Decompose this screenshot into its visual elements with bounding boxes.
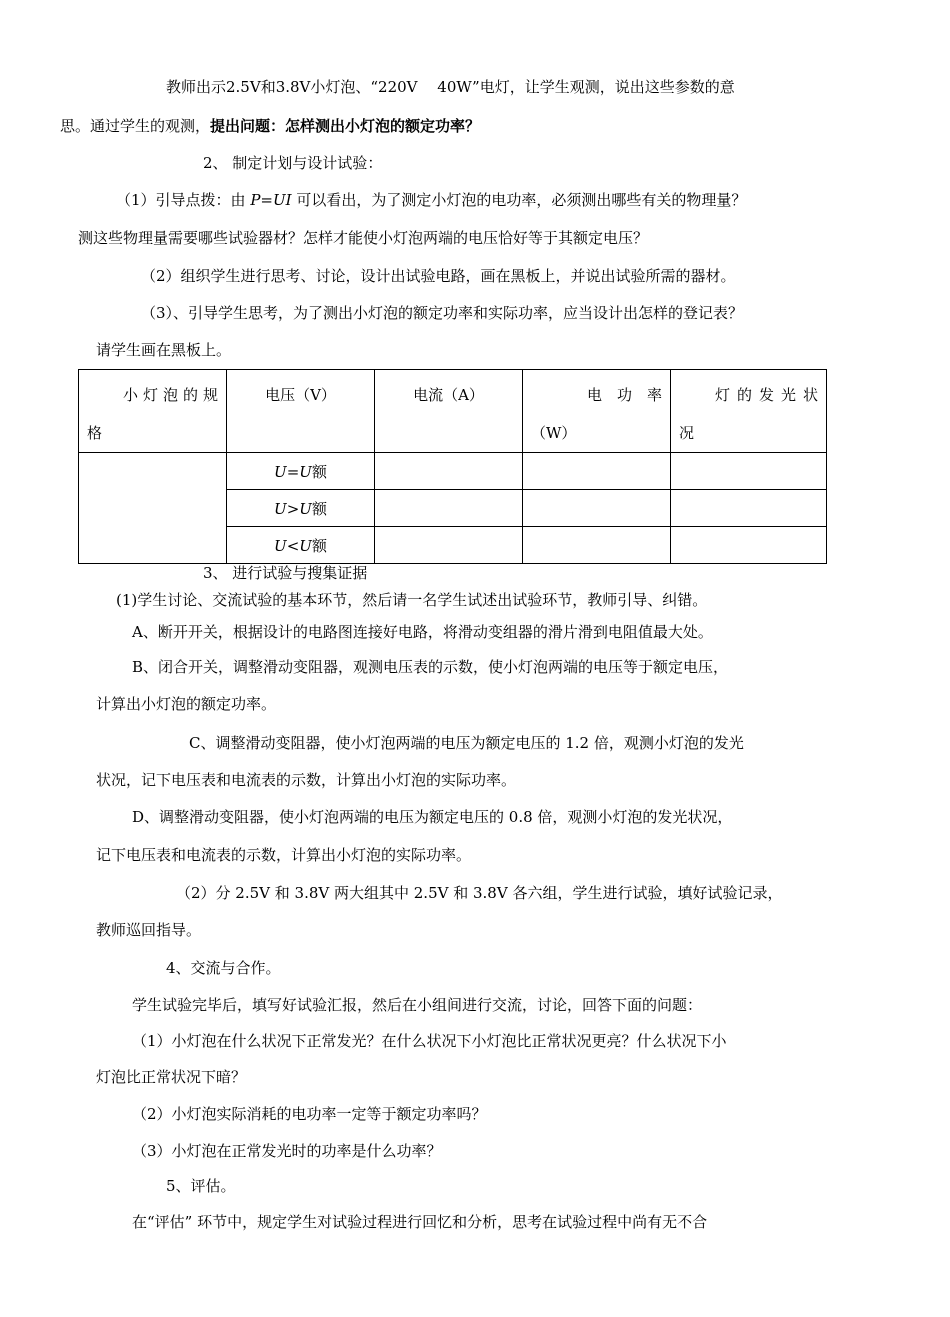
header-power-line-2: （W） — [531, 424, 577, 442]
experiment-step-1: (1)学生讨论、交流试验的基本环节，然后请一名学生试述出试验环节，教师引导、纠错。 — [116, 591, 708, 609]
power-cell — [523, 490, 671, 527]
cond-var: U — [274, 462, 287, 481]
intro-text: 思。通过学生的观测， — [60, 117, 211, 135]
header-spec — [79, 370, 227, 453]
step-b-line-1: B、闭合开关，调整滑动变阻器，观测电压表的示数，使小灯泡两端的电压等于额定电压， — [132, 658, 729, 676]
step-c-line-1: C、调整滑动变阻器，使小灯泡两端的电压为额定电压的 1.2 倍，观测小灯泡的发光 — [189, 734, 744, 752]
guide-3-line-2: 请学生画在黑板上。 — [96, 341, 232, 359]
header-voltage-label: 电压（V） — [265, 386, 336, 404]
section-2-heading: 2、 制定计划与设计试验： — [203, 154, 383, 172]
table-header-row — [79, 370, 827, 453]
section-3-heading: 3、 进行试验与搜集证据 — [203, 564, 368, 582]
voltage-condition — [227, 453, 375, 490]
header-glow — [671, 370, 827, 453]
cond-rated: U — [299, 499, 312, 518]
section-5-heading: 5、评估。 — [166, 1177, 236, 1195]
power-cell — [523, 453, 671, 490]
guide-3-line-1: （3）、引导学生思考，为了测出小灯泡的额定功率和实际功率，应当设计出怎样的登记表？ — [141, 304, 744, 322]
intro-line-1: 教师出示2.5V和3.8V小灯泡、“220V 40W”电灯，让学生观测，说出这些参数的意 — [166, 78, 735, 96]
header-current-label: 电流（A） — [413, 386, 484, 404]
cond-op: > — [286, 499, 300, 518]
guide-1-line-2: 测这些物理量需要哪些试验器材？怎样才能使小灯泡两端的电压恰好等于其额定电压？ — [78, 229, 649, 247]
current-cell — [375, 490, 523, 527]
table-row — [79, 453, 827, 490]
header-current — [375, 370, 523, 453]
header-spec-line-1: 小灯泡的规 — [123, 386, 218, 404]
cond-suffix: 额 — [311, 462, 327, 481]
intro-line-2 — [60, 116, 480, 136]
question-3: （3）小灯泡在正常发光时的功率是什么功率？ — [132, 1142, 442, 1160]
header-spec-line-2: 格 — [87, 424, 103, 442]
step-b-line-2: 计算出小灯泡的额定功率。 — [96, 695, 277, 713]
cond-var: U — [274, 536, 287, 555]
question-1-line-1: （1）小灯泡在什么状况下正常发光？在什么状况下小灯泡比正常状况更亮？什么状况下小 — [132, 1032, 727, 1050]
question-1-line-2: 灯泡比正常状况下暗？ — [96, 1068, 247, 1086]
voltage-condition — [227, 490, 375, 527]
header-power-line-1: 电 功 率 — [586, 386, 662, 404]
header-glow-line-1: 灯的发光状 — [715, 386, 818, 404]
section-4-intro: 学生试验完毕后，填写好试验汇报，然后在小组间进行交流，讨论，回答下面的问题： — [132, 996, 703, 1014]
question-2: （2）小灯泡实际消耗的电功率一定等于额定功率吗？ — [132, 1105, 487, 1123]
record-table — [78, 369, 827, 564]
step-d-line-1: D、调整滑动变阻器，使小灯泡两端的电压为额定电压的 0.8 倍，观测小灯泡的发光状况， — [132, 808, 733, 826]
header-voltage — [227, 370, 375, 453]
voltage-condition — [227, 527, 375, 564]
header-power — [523, 370, 671, 453]
header-glow-line-2: 况 — [679, 424, 695, 442]
step-c-line-2: 状况，记下电压表和电流表的示数，计算出小灯泡的实际功率。 — [96, 771, 517, 789]
glow-cell — [671, 490, 827, 527]
power-cell — [523, 527, 671, 564]
group-line-2: 教师巡回指导。 — [96, 921, 202, 939]
cond-rated: U — [299, 536, 312, 555]
cond-var: U — [274, 499, 287, 518]
step-a: A、断开开关，根据设计的电路图连接好电路，将滑动变组器的滑片滑到电阻值最大处。 — [132, 623, 713, 641]
guide-1-prefix: （1）引导点拨：由 — [116, 191, 251, 209]
cond-rated: U — [299, 462, 312, 481]
key-question: 提出问题：怎样测出小灯泡的额定功率？ — [210, 117, 481, 135]
cond-suffix: 额 — [311, 536, 327, 555]
power-formula: P=UI — [250, 191, 292, 209]
guide-2: （2）组织学生进行思考、讨论，设计出试验电路，画在黑板上，并说出试验所需的器材。 — [141, 267, 736, 285]
cond-suffix: 额 — [311, 499, 327, 518]
current-cell — [375, 453, 523, 490]
guide-1-suffix: 可以看出，为了测定小灯泡的电功率，必须测出哪些有关的物理量？ — [291, 191, 747, 209]
current-cell — [375, 527, 523, 564]
section-4-heading: 4、交流与合作。 — [166, 959, 281, 977]
step-d-line-2: 记下电压表和电流表的示数，计算出小灯泡的实际功率。 — [96, 846, 472, 864]
cond-op: = — [286, 462, 300, 481]
section-5-paragraph: 在“评估” 环节中，规定学生对试验过程进行回忆和分析，思考在试验过程中尚有无不合 — [132, 1213, 708, 1231]
glow-cell — [671, 453, 827, 490]
group-line-1: （2）分 2.5V 和 3.8V 两大组其中 2.5V 和 3.8V 各六组，学生进行试验，填好试验记录， — [176, 884, 783, 902]
spec-cell — [79, 453, 227, 564]
glow-cell — [671, 527, 827, 564]
guide-1-line-1 — [116, 190, 746, 210]
cond-op: < — [286, 536, 300, 555]
